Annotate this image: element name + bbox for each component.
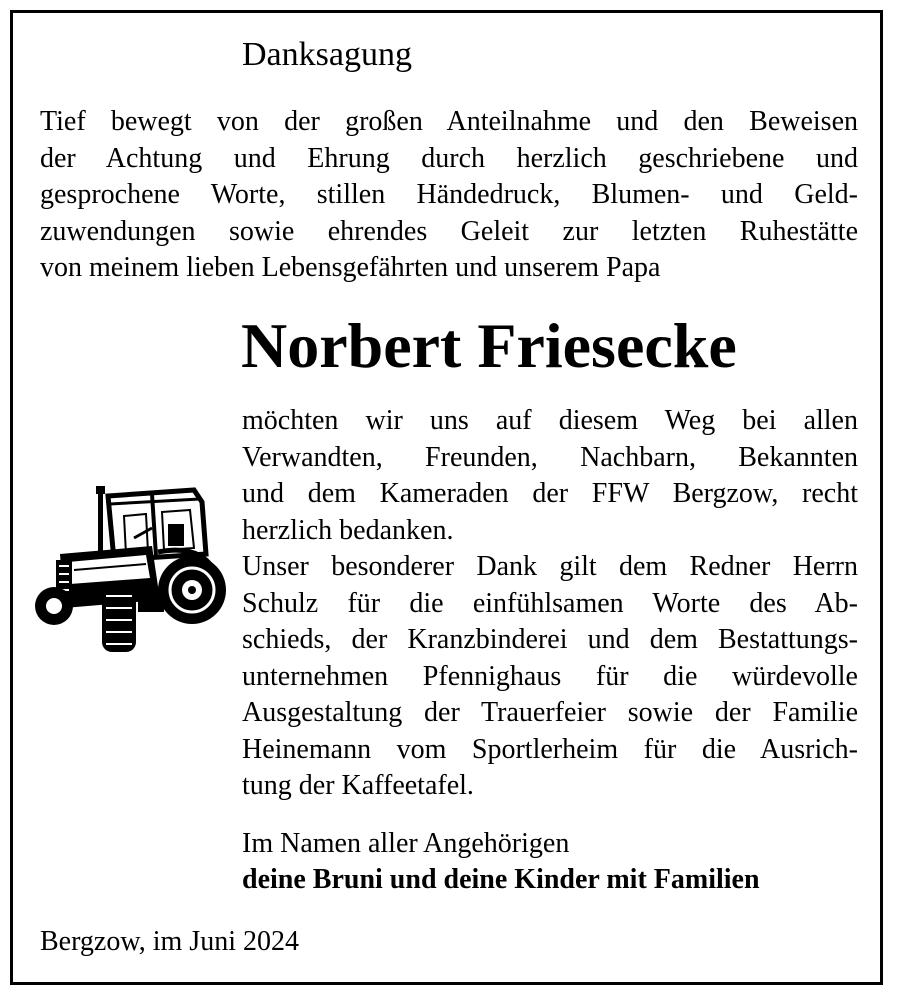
body-line: Schulz für die einfühlsamen Worte des Ab- [242, 587, 858, 619]
heading: Danksagung [242, 36, 412, 73]
intro-line: gesprochene Worte, stillen Händedruck, Blumen- und Geld- [40, 179, 858, 210]
body-line: schieds, der Kranzbinderei und dem Bestattungs- [242, 624, 858, 655]
body-line: möchten wir uns auf diesem Weg bei allen [242, 405, 858, 436]
body-line: tung der Kaffeetafel. [242, 770, 474, 801]
body-text [242, 403, 858, 805]
place-date: Bergzow, im Juni 2024 [40, 926, 299, 957]
body-line: und dem Kameraden der FFW Bergzow, recht [242, 478, 858, 509]
body-line: herzlich bedanken. [242, 514, 454, 546]
body-line: Heinemann vom Sportlerheim für die Ausrich- [242, 733, 858, 765]
deceased-name: Norbert Friesecke [241, 310, 737, 381]
intro-line: Tief bewegt von der großen Anteilnahme und den Beweisen [40, 106, 858, 137]
intro-line: der Achtung und Ehrung durch herzlich geschriebene und [40, 142, 858, 174]
tractor-icon [34, 482, 226, 657]
signature-names: deine Bruni und deine Kinder mit Familien [242, 864, 760, 895]
body-line: Ausgestaltung der Trauerfeier sowie der Familie [242, 697, 858, 728]
body-line: Unser besonderer Dank gilt dem Redner Herrn [242, 551, 858, 582]
signature-block [242, 826, 760, 898]
signature-intro: Im Namen aller Angehörigen [242, 828, 570, 859]
body-line: unternehmen Pfennighaus für die würdevolle [242, 660, 858, 692]
body-line: Verwandten, Freunden, Nachbarn, Bekannten [242, 441, 858, 473]
intro-line: zuwendungen sowie ehrendes Geleit zur letzten Ruhestätte [40, 215, 858, 247]
intro-line: von meinem lieben Lebensgefährten und unserem Papa [40, 252, 661, 283]
intro-text [40, 104, 858, 287]
